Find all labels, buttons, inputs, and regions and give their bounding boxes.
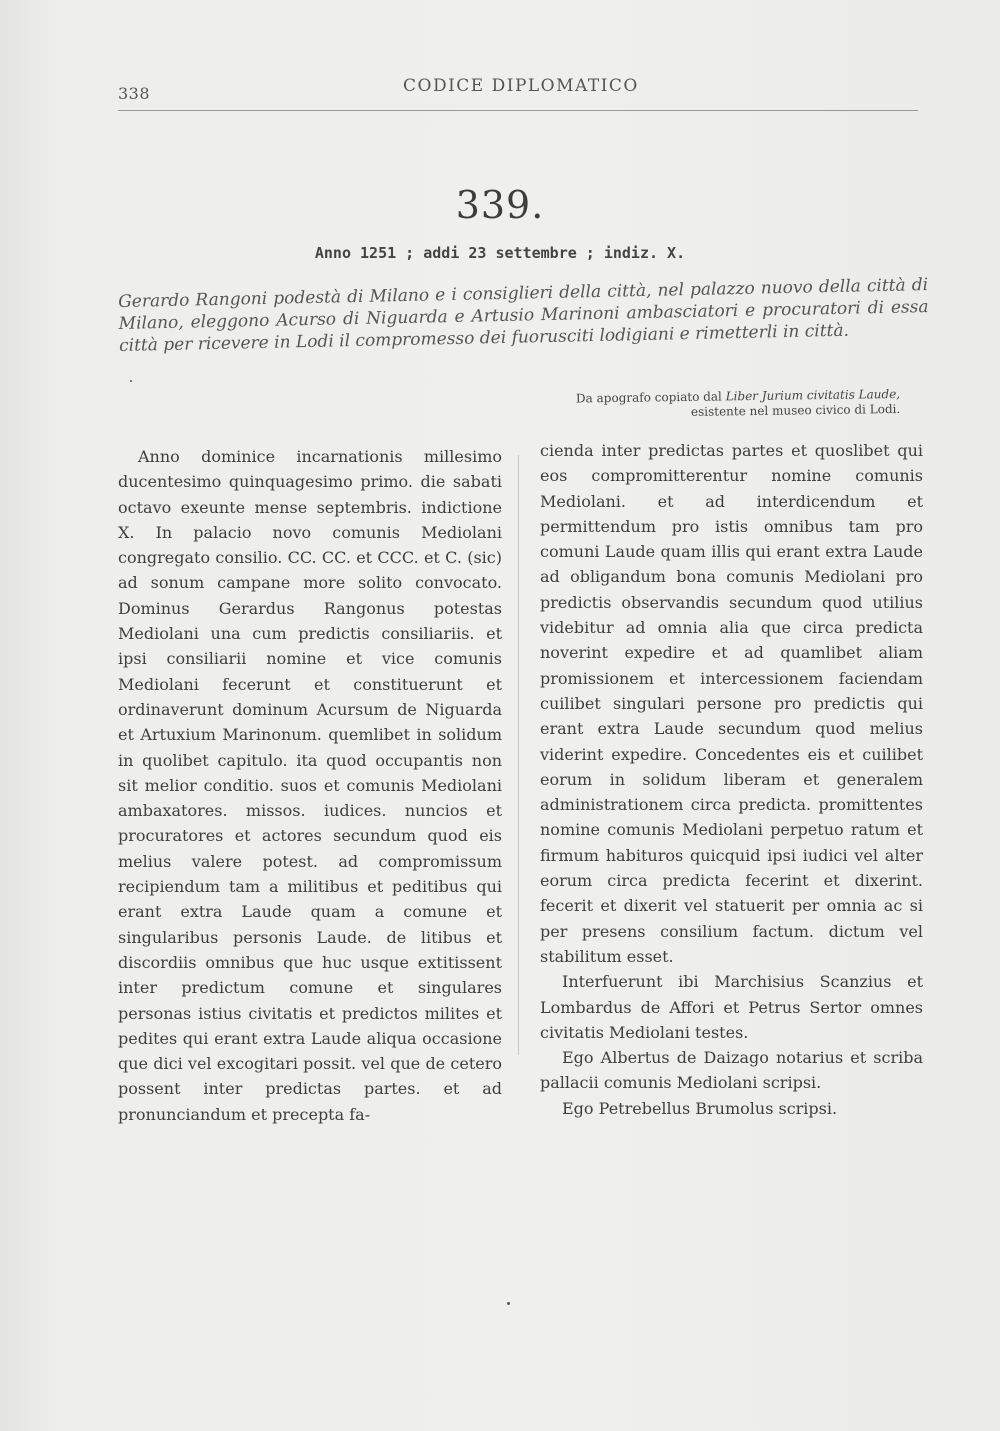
paragraph-scribe: Ego Petrebellus Brumolus scripsi. [562,1098,838,1118]
paragraph-witnesses: Interfuerunt ibi Marchisius Scanzius et Lombardus de Affori et Petrus Sertor omnes civitatis Mediolani testes. [540,972,923,1042]
document-number: 339. [455,183,545,227]
paragraph-notary: Ego Albertus de Daizago notarius et scriba pallacii comunis Mediolani scripsi. [540,1048,923,1093]
source-note [540,387,900,422]
source-prefix: Da apografo copiato dal [575,389,726,406]
running-title: CODICE DIPLOMATICO [403,76,639,96]
source-title: Liber Jurium civitatis Laude, [725,386,901,404]
bleed-through-top [100,150,900,172]
paragraph: Anno dominice incarnationis millesimo ducentesimo quinquagesimo primo. die sabati octavo exeunte mense septembris. indictione X. In palacio novo comunis Mediolani congregato consilio. CC. CC. et CCC. et C. (sic) ad sonum campane more solito convocato. Dominus Gerardus Rangonus potestas Mediolani una cum predictis consiliariis. et ipsi consiliarii nomine et vice comunis Mediolani fecerunt et constituerunt et ordinaverunt dominum Acursum de Niguarda et Artuxium Marinonum. quemlibet in solidum in quolibet capitulo. ita quod occupantis non sit melior conditio. suos et comunis Mediolani ambaxatores. missos. iudices. nuncios et procuratores et actores secundum quod eis melius valere potest. ad compromissum recipiendum tam a militibus et peditibus qui erant extra Laude quam a comune et singularibus personis Laude. de litibus et discordiis omnibus que huc usque extitissent inter predictum comune et singulares personas istius civitatis et predictos milites et pedites qui erant extra Laude aliqua occasione que dici vel excogitari possit. vel que de cetero possent inter predictas partes. et ad pronunciandum et precepta fa- [118,447,502,1124]
document-summary: Gerardo Rangoni podestà di Milano e i consiglieri della città, nel palazzo nuovo della città di Milano, eleggono Acurso di Niguarda e Artusio Marinoni ambasciatori e procuratori di essa città per ricevere in Lodi il compromesso dei fuorusciti lodigiani e rimetterli in città. [118,275,929,356]
source-suffix: esistente nel museo civico di Lodi. [690,401,901,419]
print-speck [507,1302,510,1305]
header-rule [118,110,918,111]
paragraph: cienda inter predictas partes et quoslibet qui eos compromitterentur nomine comunis Mediolani. et ad interdicendum et permittendum pro istis omnibus tam pro comuni Laude quam illis qui erant extra Laude ad obligandum bona comunis Mediolani pro predictis observandis secundum quod utilius videbitur ad omnia alia que circa predicta noverint expedire et ad quamlibet aliam promissionem et intercessionem faciendam cuilibet singulari persone pro predictis qui erant extra Laude secundum quod melius viderint expedire. Concedentes eis et cuilibet eorum in solidum liberam et generalem administrationem circa predicta. promittentes nomine comunis Mediolani perpetuo ratum et firmum habituros quicquid ipsi iudici vel alter eorum circa predicta fecerint et dixerint. fecerit et dixerit vel statuerit per omnia ac si per presens consilium factum. dictum vel stabilitum esset. [540,441,923,966]
print-speck [130,380,132,382]
column-divider [518,455,519,1055]
date-line: Anno 1251 ; addi 23 settembre ; indiz. X. [314,244,686,262]
text-column-left [118,444,502,1127]
page-number: 338 [118,84,151,103]
text-column-right [540,438,923,1121]
page-header [118,74,918,104]
